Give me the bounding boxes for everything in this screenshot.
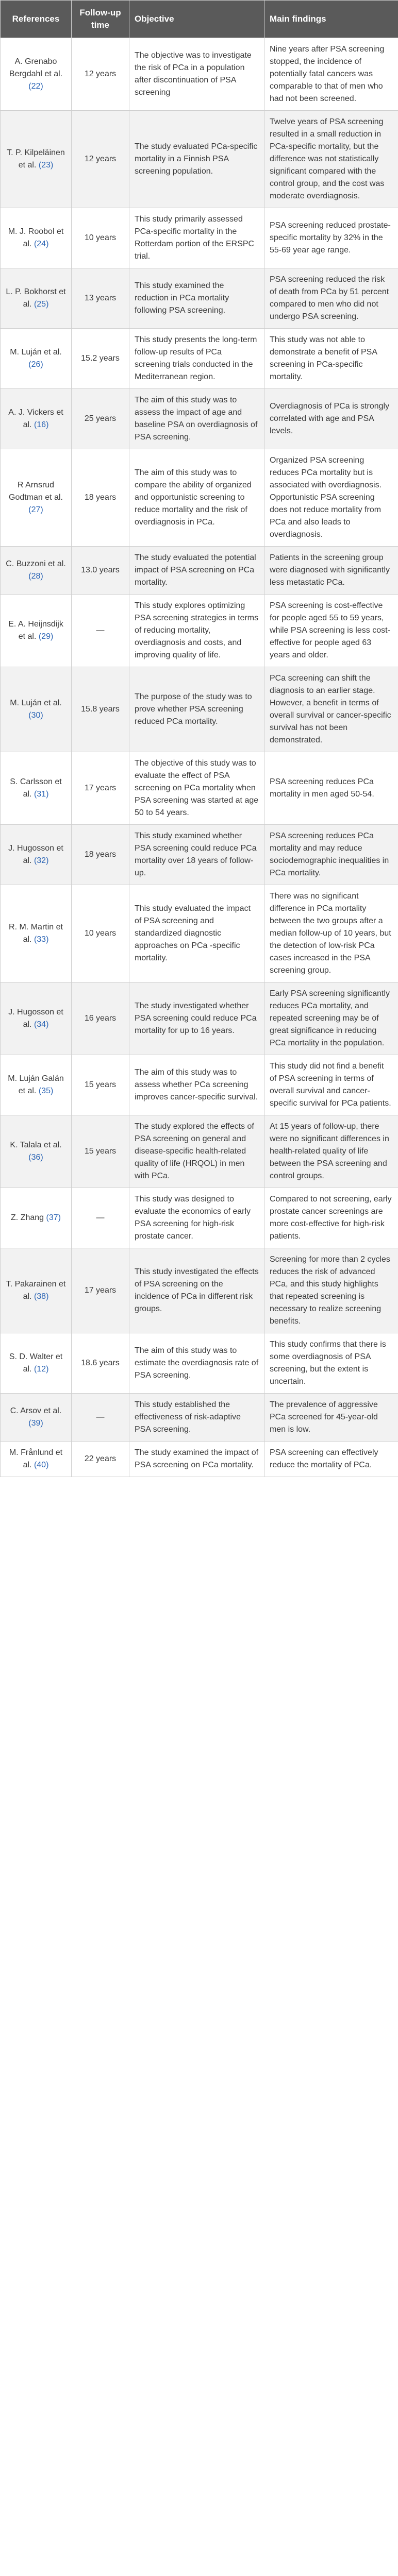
citation-link[interactable]: (39) [28,1419,43,1428]
follow-up-cell: 10 years [72,208,129,268]
header-row [1,1,398,38]
citation-link[interactable]: (31) [34,790,49,799]
header-references: References [1,1,72,38]
table-row [1,38,398,111]
citation-link[interactable]: (34) [34,1020,49,1029]
findings-cell: PSA screening reduces PCa mortality in men aged 50-54. [264,752,398,825]
findings-cell: At 15 years of follow-up, there were no significant differences in health-related quality of life between the PSA screening and control groups. [264,1115,398,1188]
findings-cell: This study did not find a benefit of PSA screening in terms of overall survival and cancer-specific survival for PCa patients. [264,1055,398,1115]
reference-authors: A. Grenabo Bergdahl et al. [9,57,63,78]
reference-cell [1,547,72,595]
objective-cell: The aim of this study was to compare the ability of organized and opportunistic screening to reduce mortality and the risk of overdiagnosis in PCa. [129,449,264,547]
reference-cell [1,1442,72,1477]
objective-cell: This study examined the reduction in PCa mortality following PSA screening. [129,268,264,329]
reference-cell [1,1055,72,1115]
objective-cell: The purpose of the study was to prove whether PSA screening reduced PCa mortality. [129,667,264,752]
follow-up-cell: 15.2 years [72,329,129,389]
table-body [1,38,398,1477]
table-row [1,389,398,449]
follow-up-cell: 15.8 years [72,667,129,752]
table-row [1,982,398,1055]
reference-cell [1,595,72,667]
table-row [1,1394,398,1442]
reference-cell [1,389,72,449]
reference-authors: Z. Zhang [11,1213,44,1222]
follow-up-cell: 15 years [72,1055,129,1115]
objective-cell: This study explores optimizing PSA screening strategies in terms of reducing mortality, overdiagnosis and costs, and improving quality of life. [129,595,264,667]
follow-up-cell: 18 years [72,825,129,885]
findings-cell: Nine years after PSA screening stopped, the incidence of potentially fatal cancers was comparable to that of men who had not been screened. [264,38,398,111]
reference-authors: M. J. Roobol et al. [8,227,64,248]
objective-cell: The study evaluated the potential impact of PSA screening on PCa mortality. [129,547,264,595]
citation-link[interactable]: (25) [34,300,49,309]
reference-authors: T. P. Kilpeläinen et al. [7,148,65,170]
reference-authors: R Arnsrud Godtman et al. [9,481,63,502]
reference-authors: M. Luján et al. [10,699,62,707]
objective-cell: This study was designed to evaluate the economics of early PSA screening for high-risk prostate cancer. [129,1188,264,1248]
citation-link[interactable]: (30) [28,711,43,720]
findings-cell: This study confirms that there is some overdiagnosis of PSA screening, but the extent is uncertain. [264,1333,398,1394]
findings-cell: Compared to not screening, early prostate cancer screenings are more cost-effective for high-risk patients. [264,1188,398,1248]
findings-cell: Overdiagnosis of PCa is strongly correlated with age and PSA levels. [264,389,398,449]
reference-cell [1,1333,72,1394]
findings-cell: Early PSA screening significantly reduces PCa mortality, and repeated screening may be of great significance in reducing PCa mortality in the population. [264,982,398,1055]
citation-link[interactable]: (32) [34,856,49,865]
reference-cell [1,825,72,885]
table-row [1,885,398,982]
reference-authors: L. P. Bokhorst et al. [6,287,66,309]
reference-authors: S. D. Walter et al. [9,1352,63,1374]
table-row [1,547,398,595]
reference-cell [1,1248,72,1333]
follow-up-cell: 18 years [72,449,129,547]
table-row [1,825,398,885]
findings-cell: Organized PSA screening reduces PCa mortality but is associated with overdiagnosis. Opportunistic PSA screening does not reduce mortality from PCa and also leads to overdiagnosis. [264,449,398,547]
citation-link[interactable]: (27) [28,505,43,514]
reference-authors: C. Buzzoni et al. [6,560,66,568]
header-objective: Objective [129,1,264,38]
follow-up-cell: — [72,1188,129,1248]
follow-up-cell: 22 years [72,1442,129,1477]
reference-authors: A. J. Vickers et al. [8,408,63,429]
table-row [1,268,398,329]
reference-authors: M. Luján et al. [10,348,62,357]
reference-cell [1,329,72,389]
table-row [1,1248,398,1333]
findings-cell: There was no significant difference in PCa mortality between the two groups after a median follow-up of 10 years, but the detection of low-risk PCa cases increased in the PSA screening group. [264,885,398,982]
follow-up-cell: 17 years [72,752,129,825]
findings-cell: PSA screening is cost-effective for people aged 55 to 59 years, while PSA screening is less cost-effective for people aged 63 years and older. [264,595,398,667]
reference-authors: C. Arsov et al. [10,1406,62,1415]
reference-cell [1,1394,72,1442]
reference-authors: J. Hugosson et al. [8,844,63,865]
reference-cell [1,667,72,752]
reference-cell [1,1115,72,1188]
objective-cell: The study examined the impact of PSA screening on PCa mortality. [129,1442,264,1477]
findings-cell: PSA screening reduced prostate-specific mortality by 32% in the 55-69 year age range. [264,208,398,268]
objective-cell: The study explored the effects of PSA screening on general and disease-specific health-related quality of life (HRQOL) in men with PCa. [129,1115,264,1188]
follow-up-cell: — [72,1394,129,1442]
citation-link[interactable]: (26) [28,360,43,369]
header-follow-up-time: Follow-up time [72,1,129,38]
objective-cell: This study investigated the effects of PSA screening on the incidence of PCa in different risk groups. [129,1248,264,1333]
citation-link[interactable]: (40) [34,1461,49,1469]
citation-link[interactable]: (23) [38,161,54,170]
table-row [1,1333,398,1394]
objective-cell: This study evaluated the impact of PSA screening and standardized diagnostic approaches on PCa -specific mortality. [129,885,264,982]
table-row [1,208,398,268]
citation-link[interactable]: (29) [38,632,54,641]
reference-cell [1,752,72,825]
follow-up-cell: 10 years [72,885,129,982]
findings-cell: Twelve years of PSA screening resulted in a small reduction in PCa-specific mortality, but the difference was not statistically significant compared with the control group, and the cost was moderate overdiagnosis. [264,111,398,208]
table-row [1,449,398,547]
table-row [1,595,398,667]
follow-up-cell: 17 years [72,1248,129,1333]
citation-link[interactable]: (36) [28,1153,43,1162]
table-row [1,329,398,389]
findings-cell: The prevalence of aggressive PCa screened for 45-year-old men is low. [264,1394,398,1442]
citation-link[interactable]: (24) [34,240,49,248]
header-main-findings: Main findings [264,1,398,38]
reference-authors: J. Hugosson et al. [8,1008,63,1029]
reference-cell [1,111,72,208]
reference-authors: M. Luján Galán et al. [8,1074,64,1095]
findings-cell: PSA screening reduced the risk of death from PCa by 51 percent compared to men who did not undergo PSA screening. [264,268,398,329]
citation-link[interactable]: (16) [34,420,49,429]
reference-cell [1,885,72,982]
objective-cell: The aim of this study was to assess the impact of age and baseline PSA on overdiagnosis of PSA screening. [129,389,264,449]
table-row [1,1055,398,1115]
objective-cell: The study evaluated PCa-specific mortality in a Finnish PSA screening population. [129,111,264,208]
table-row [1,1115,398,1188]
citation-link[interactable]: (37) [46,1213,61,1222]
reference-authors: K. Talala et al. [10,1141,62,1149]
objective-cell: This study established the effectiveness of risk-adaptive PSA screening. [129,1394,264,1442]
reference-authors: T. Pakarainen et al. [6,1280,66,1301]
findings-cell: Patients in the screening group were diagnosed with significantly less metastatic PCa. [264,547,398,595]
reference-authors: S. Carlsson et al. [10,777,62,799]
citation-link[interactable]: (28) [28,572,43,581]
objective-cell: This study examined whether PSA screening could reduce PCa mortality over 18 years of follow-up. [129,825,264,885]
citation-link[interactable]: (12) [34,1365,49,1374]
findings-cell: PSA screening reduces PCa mortality and may reduce sociodemographic inequalities in PCa mortality. [264,825,398,885]
reference-authors: E. A. Heijnsdijk et al. [8,620,63,641]
follow-up-cell: 13 years [72,268,129,329]
reference-cell [1,268,72,329]
table-row [1,667,398,752]
citation-link[interactable]: (22) [28,82,43,91]
findings-cell: Screening for more than 2 cycles reduces the risk of advanced PCa, and this study highlights that repeated screening is necessary to realize screening benefits. [264,1248,398,1333]
objective-cell: The study investigated whether PSA screening could reduce PCa mortality for up to 16 years. [129,982,264,1055]
follow-up-cell: — [72,595,129,667]
follow-up-cell: 15 years [72,1115,129,1188]
table-header [1,1,398,38]
findings-cell: PSA screening can effectively reduce the mortality of PCa. [264,1442,398,1477]
follow-up-cell: 12 years [72,38,129,111]
follow-up-cell: 12 years [72,111,129,208]
reference-cell [1,1188,72,1248]
citation-link[interactable]: (38) [34,1292,49,1301]
objective-cell: The objective of this study was to evaluate the effect of PSA screening on PCa mortality when PSA screening was started at age 50 to 54 years. [129,752,264,825]
objective-cell: This study primarily assessed PCa-specific mortality in the Rotterdam portion of the ERSPC trial. [129,208,264,268]
reference-cell [1,982,72,1055]
objective-cell: The aim of this study was to assess whether PCa screening improves cancer-specific survival. [129,1055,264,1115]
reference-cell [1,449,72,547]
table-row [1,1442,398,1477]
reference-cell [1,38,72,111]
findings-cell: PCa screening can shift the diagnosis to an earlier stage. However, a benefit in terms of overall survival or cancer-specific survival has not been demonstrated. [264,667,398,752]
reference-cell [1,208,72,268]
follow-up-cell: 16 years [72,982,129,1055]
findings-cell: This study was not able to demonstrate a benefit of PSA screening in PCa-specific mortality. [264,329,398,389]
objective-cell: The objective was to investigate the risk of PCa in a population after discontinuation of PSA screening [129,38,264,111]
follow-up-cell: 18.6 years [72,1333,129,1394]
objective-cell: This study presents the long-term follow-up results of PCa screening trials conducted in the Mediterranean region. [129,329,264,389]
table-row [1,1188,398,1248]
citation-link[interactable]: (35) [38,1087,54,1095]
reference-authors: R. M. Martin et al. [9,923,63,944]
follow-up-cell: 13.0 years [72,547,129,595]
objective-cell: The aim of this study was to estimate the overdiagnosis rate of PSA screening. [129,1333,264,1394]
citation-link[interactable]: (33) [34,935,49,944]
follow-up-cell: 25 years [72,389,129,449]
reference-authors: M. Frånlund et al. [9,1448,63,1469]
table-row [1,111,398,208]
table-row [1,752,398,825]
